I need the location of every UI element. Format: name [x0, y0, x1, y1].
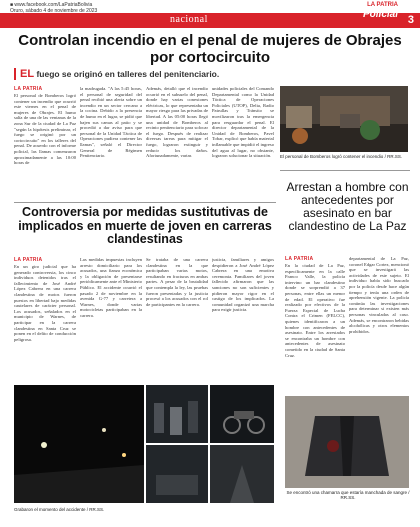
- article1-photo: [280, 86, 408, 152]
- article1-sub-text: fuego se originó en talleres del penitenciario.: [36, 69, 220, 79]
- brand-bottom: Policial: [362, 9, 398, 20]
- page-number: 3: [407, 14, 414, 26]
- brand-logo: [363, 2, 398, 21]
- subtitle-accent-bar: [14, 68, 16, 80]
- article2-col1: En un giro judicial que ha generado controversia, los cinco individuos detenidos tras el fallecimiento de José André López Cabrera en una carrera clandestina de motos fueron puestos en libertad bajo medidas cautelares de carácter personal. Los acusados, señalados en el municipio de Warnes, de participar en la carrera clandestina en Santa Cruz se ponen en el delito de conducción peligrosa.: [14, 264, 76, 342]
- article3-photo: [285, 396, 409, 488]
- article1-sub-initials: EL: [20, 68, 35, 80]
- article2-photo-scene: [146, 445, 208, 503]
- article2-kicker: LA PATRIA: [14, 257, 43, 263]
- night-street-image: [14, 385, 144, 503]
- article1-title: Controlan incendio en el penal de mujeres de Obrajes por cortocircuito: [18, 32, 402, 66]
- header-date: Oruro, sábado 4 de noviembre de 2023: [10, 8, 98, 14]
- article2-col4: justicia, familiares y amigos despidieron a José André López Cabrera en una emotiva ceremonia. Familiares del joven fallecido afirmaron que las sanciones no son suficientes y pidieron mayor rigor en el castigo de los implicados. La comunidad organizó una marcha para exigir justicia.: [212, 257, 274, 313]
- article3-caption: Se encontró una chamarra que estaría manchada de sangre / RR.SS.: [286, 490, 410, 501]
- fire-scene-image: [280, 86, 408, 152]
- article1-subtitle: [20, 68, 410, 80]
- article2-photo-road: [210, 445, 274, 503]
- article3-kicker: LA PATRIA: [285, 256, 314, 262]
- article2-photo-crowd: [146, 385, 208, 443]
- scene-image: [146, 445, 208, 503]
- crowd-image: [146, 385, 208, 443]
- article3-title: Arrestan a hombre con antecedentes por asesinato en bar clandestino de La Paz: [286, 180, 409, 233]
- divider-article1: [14, 202, 276, 203]
- article2-col3: Se trataba de una carrera clandestina en la que participaban varias motos, resultando en fracturas en ambas partes. A pesar de la brutalidad que contempla la ley, las pruebas fueron presentadas y la justicia procesó a los acusados con el rol de participantes en la carrera.: [146, 257, 208, 307]
- motorbike-image: [210, 385, 274, 443]
- article2-photo-motorbike: [210, 385, 274, 443]
- brand-top: LA PATRIA: [367, 2, 398, 8]
- article3-col2: departamental de La Paz, coronel Edgar Cortez, mencionó que se investigará las actividades de este sujeto. El individuo había sido buscado por la policía desde hace algún tiempo y tenía una orden de aprehensión vigente. La policía continúa las investigaciones para determinar si existen más personas vinculadas al caso. Además, se encontraron bebidas alcohólicas y otros elementos prohibidos.: [349, 256, 409, 334]
- section-name: nacional: [170, 14, 208, 25]
- article1-col3: Además, detalló que el incendio ocurrió en el subsuelo del penal, donde hay varias conexiones eléctricas, lo que representaba un mayor riesgo para las privadas de libertad. A las 05:00 horas llegó una unidad de Bomberos al recinto penitenciario para sofocar el fuego. Después de realizar diversas tareas para mitigar el fuego, lograron extinguir y reducir los daños. Afortunadamente, varias: [146, 86, 208, 159]
- road-image: [210, 445, 274, 503]
- article3-col1: En la ciudad de La Paz, específicamente en la calle Franco Valle, la policía intervino un bar clandestino donde se sorprendió a 37 personas, entre ellas un menor de edad. El operativo fue realizado por efectivos de la Fuerza Especial de Lucha Contra el Crimen (FELCC), quienes identificaron a un hombre con antecedentes de asesinato. Entre los arrestados se encontraba un hombre con antecedentes de asesinato cometido en la ciudad de Santa Cruz.: [285, 263, 345, 358]
- article2-title: Controversia por medidas sustitutivas de implicados en muerte de joven en carreras clandestinas: [18, 205, 272, 246]
- jacket-image: [285, 396, 409, 488]
- page-header: [0, 0, 420, 28]
- article2-caption: Grabaron el momento del accidente / RR.SS.: [14, 507, 105, 512]
- divider-right: [280, 170, 410, 171]
- article1-col1: El personal de Bomberos logró contener un incendio que ocurrió este viernes en el penal de mujeres de Obrajes. El humo salía de una de las ventanas de la zona Sur de la ciudad de La Paz "según la hipótesis preliminar, el fuego se originó por un cortocircuito" en los talleres del penal. De acuerdo con el informe policial, las llamas comenzaron aproximadamente a las 10:00 horas de: [14, 93, 76, 166]
- article1-caption: El personal de Bomberos logró contener el incendio / RR.SS.: [280, 154, 403, 159]
- article1-col4: unidades policiales del Comando Departamental como la Unidad Táctica de Operaciones Policiales (UTOP), Delta, Radio Patrullas y Tránsito se movilizaron tras la emergencia para resguardar el penal. El director departamental de la Unidad de Bomberos, Pavel Tobar, explicó que había material inflamable que impidió el ingreso del agua al lugar, no obstante, lograron solucionar la situación.: [212, 86, 274, 159]
- article2-photo-night: [14, 385, 144, 503]
- header-red-bar: [0, 13, 420, 28]
- article1-kicker: LA PATRIA: [14, 86, 43, 92]
- article2-col2: Las medidas impuestas incluyen arresto domiciliario para los acusados, una fianza económica y la obligación de presentarse periódicamente ante el Ministerio Público. El accidente ocurrió el pasado 2 de noviembre en la avenida G-77 y carretera a Warnes, donde varias motocicletas participaban en la carrera.: [80, 257, 142, 318]
- article1-col2: la madrugada. "A las 5:45 horas, el personal de seguridad del penal recibió una alerta sobre un incendio en un sector cercano a la cocina. Debido a la presencia de humo en el lugar, se pidió que bajen sus camas al patio y se procedió a dar aviso para que personal de la Unidad Táctica de Operaciones pudiera contener las llamas", señaló el Director General de Régimen Penitenciario.: [80, 86, 142, 159]
- header-site: ■ www.facebook.com/LaPatriaBolivia: [10, 2, 93, 8]
